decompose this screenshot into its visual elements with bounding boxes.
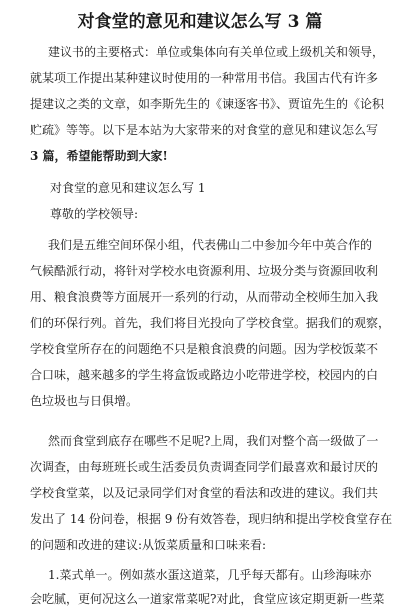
paragraph-line: 色垃圾也与日俱增。 xyxy=(30,394,139,408)
intro-line: 提建议之类的文章，如李斯先生的《谏逐客书》、贾谊先生的《论积 xyxy=(30,97,385,111)
paragraph-line: 我们是五维空间环保小组，代表佛山二中参加今年中英合作的 xyxy=(48,238,373,252)
section-heading: 对食堂的意见和建议怎么写 1 xyxy=(50,181,206,195)
paragraph-line: 然而食堂到底存在哪些不足呢?上周，我们对整个高一级做了一 xyxy=(48,434,379,448)
paragraph-line: 气候酷派行动，将针对学校水电资源利用、垃圾分类与资源回收利 xyxy=(30,264,379,278)
paragraph-line: 次调查，由每班班长或生活委员负责调查同学们最喜欢和最讨厌的 xyxy=(30,460,379,474)
paragraph-line: 发出了 14 份问卷，根据 9 份有效答卷，现归纳和提出学校食堂存在 xyxy=(30,512,393,526)
paragraph-line: 的问题和改进的建议:从饭菜质量和口味来看: xyxy=(30,538,267,552)
intro-line: 贮疏》等等。以下是本站为大家带来的对食堂的意见和建议怎么写 xyxy=(30,123,379,137)
salutation: 尊敬的学校领导: xyxy=(50,207,139,221)
paragraph-line: 学校食堂所存在的问题绝不只是粮食浪费的问题。因为学校饭菜不 xyxy=(30,342,379,356)
document-title: 对食堂的意见和建议怎么写 3 篇 xyxy=(77,12,323,32)
paragraph-line: 会吃腻，更何况这么一道家常菜呢?对此，食堂应该定期更新一些菜 xyxy=(30,592,385,606)
paragraph-line: 1.菜式单一。例如蒸水蛋这道菜，几乎每天都有。山珍海味亦 xyxy=(48,568,372,582)
paragraph-line: 们的环保行列。首先，我们将目光投向了学校食堂。据我们的观察， xyxy=(30,316,391,330)
intro-line: 就某项工作提出某种建议时使用的一种常用书信。我国古代有许多 xyxy=(30,71,379,85)
paragraph-line: 合口味，越来越多的学生将盒饭或路边小吃带进学校，校园内的白 xyxy=(30,368,379,382)
paragraph-line: 学校食堂菜，以及记录同学们对食堂的看法和改进的建议。我们共 xyxy=(30,486,379,500)
paragraph-line: 用、粮食浪费等方面展开一系列的行动，从而带动全校师生加入我 xyxy=(30,290,379,304)
intro-line: 建议书的主要格式：单位或集体向有关单位或上级机关和领导， xyxy=(48,45,385,59)
intro-line: 3 篇，希望能帮助到大家! xyxy=(30,149,168,163)
